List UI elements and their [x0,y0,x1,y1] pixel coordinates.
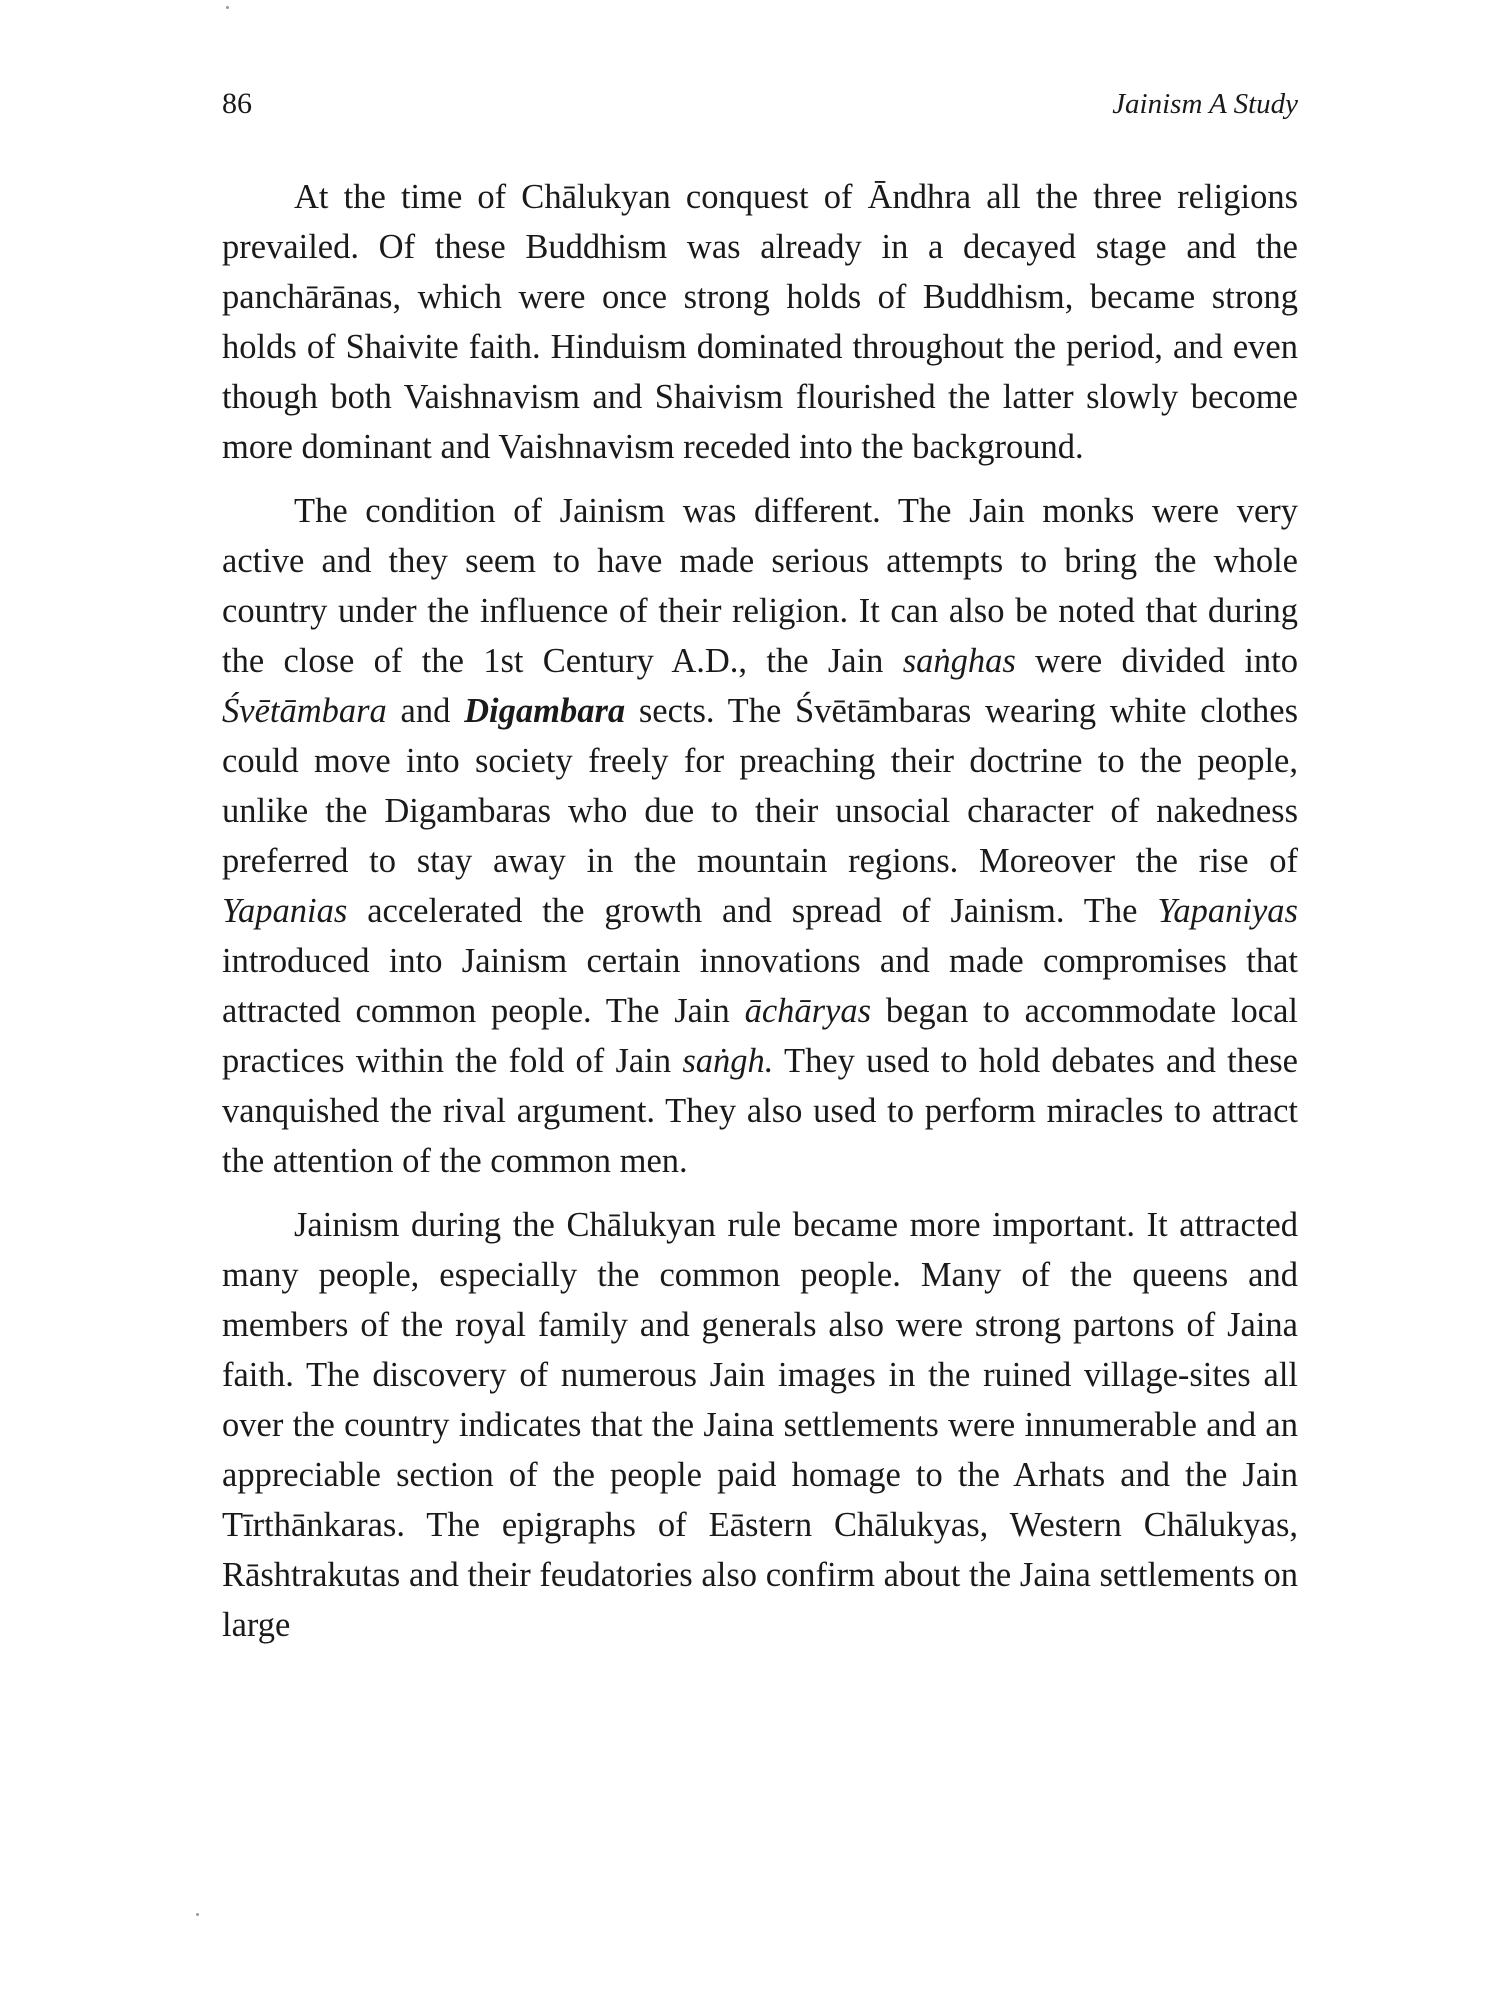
scan-speck [196,1913,199,1916]
italic-term: Yapaniyas [1157,892,1298,930]
italic-term: āchāryas [744,992,872,1030]
text-run: At the time of Chālukyan conquest of Āndhra all the three religions prevailed. Of these Buddhism was already in a decayed stage and the panchārānas, which were once strong holds of Buddhism, became strong holds of Shaivite faith. Hinduism dominated throughout the period, and even though both Vaishnavism and Shaivism flourished the latter slowly become more dominant and Vaishnavism receded into the background. [222,178,1298,466]
scan-speck [226,6,229,9]
text-run: were divided into [1015,642,1299,680]
running-title: Jainism A Study [1112,88,1298,120]
text-run: The condition of Jainism was different. The Jain monks were very active and they seem to have made serious attempts to bring the whole country under the influence of their religion. It can also be noted that during the close of the 1st Century A.D., the Jain [222,492,1298,680]
text-run: introduced into Jainism certain innovations and made compromises that attracted common people. The Jain [222,942,1298,1030]
text-run: Jainism during the Chālukyan rule became more important. It attracted many people, especially the common people. Many of the queens and members of the royal family and generals also were strong partons of Jaina faith. The discovery of numerous Jain images in the ruined village-sites all over the country indicates that the Jaina settlements were innumerable and an appreciable section of the people paid homage to the Arhats and the Jain Tīrthānkaras. The epigraphs of Eāstern Chālukyas, Western Chālukyas, Rāshtrakutas and their feudatories also confirm about the Jaina settlements on large [222,1206,1298,1644]
paragraph [222,172,1298,472]
italic-term: saṅghas [902,642,1016,680]
paragraph [222,486,1298,1186]
text-run: sects. The Śvētāmbaras wearing white clothes could move into society freely for preaching their doctrine to the people, unlike the Digambaras who due to their unsocial character of nakedness preferred to stay away in the mountain regions. Moreover the rise of [222,692,1298,880]
text-run: accelerated the growth and spread of Jainism. The [347,892,1158,930]
italic-term: Yapanias [222,892,348,930]
page-number: 86 [222,87,252,120]
italic-term: saṅgh. [682,1042,774,1080]
page-header [222,82,1298,126]
text-run: They used to hold debates and these vanquished the rival argument. They also used to perform miracles to attract the attention of the common men. [222,1042,1298,1180]
text-run: and [386,692,465,730]
paragraph [222,1200,1298,1650]
italic-term: Digambara [464,692,626,730]
text-run: began to accommodate local practices within the fold of Jain [222,992,1298,1080]
body-text [222,172,1298,1650]
italic-term: Śvētāmbara [222,692,387,730]
